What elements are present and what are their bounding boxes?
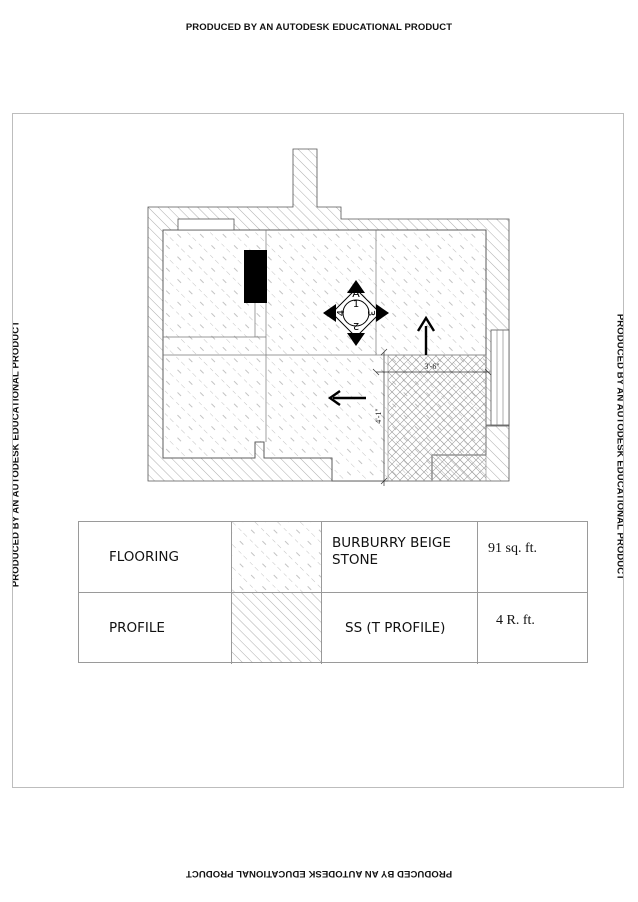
- watermark-bottom: PRODUCED BY AN AUTODESK EDUCATIONAL PRODUCT: [185, 868, 453, 879]
- wall-notch: [178, 219, 234, 230]
- marker-letter-bottom: A: [352, 330, 360, 343]
- dark-block: [244, 250, 267, 303]
- marker-number-2: 2: [352, 320, 360, 331]
- legend-table: [78, 521, 588, 663]
- watermark-left: PRODUCED BY AN AUTODESK EDUCATIONAL PRODUCT: [10, 320, 22, 588]
- legend-row-flooring: [79, 522, 587, 593]
- dimension-height: 4'-1": [374, 408, 383, 424]
- marker-letter-left: A: [322, 309, 335, 317]
- legend-name-flooring: FLOORING: [109, 549, 179, 565]
- window: [491, 330, 509, 425]
- watermark-right: PRODUCED BY AN AUTODESK EDUCATIONAL PRODUCT: [614, 313, 626, 581]
- marker-letter-right: A: [377, 309, 390, 317]
- legend-material-flooring: BURBURRY BEIGE STONE: [332, 535, 451, 568]
- marker-number-1: 1: [352, 299, 360, 310]
- dimension-width: 3'-6": [424, 362, 440, 371]
- legend-name-profile: PROFILE: [109, 620, 165, 636]
- watermark-top: PRODUCED BY AN AUTODESK EDUCATIONAL PRODUCT: [185, 22, 453, 33]
- legend-row-profile: [79, 593, 587, 664]
- marker-letter-top: A: [352, 287, 360, 300]
- marker-number-3: 3: [365, 309, 376, 317]
- marker-number-4: 4: [336, 309, 347, 317]
- legend-quantity-flooring: 91 sq. ft.: [488, 541, 537, 556]
- legend-swatch-profile: [232, 593, 322, 664]
- crosshatch-zone: [388, 355, 486, 481]
- legend-material-profile: SS (T PROFILE): [345, 620, 446, 636]
- legend-swatch-flooring: [232, 522, 322, 592]
- legend-quantity-profile: 4 R. ft.: [496, 613, 535, 628]
